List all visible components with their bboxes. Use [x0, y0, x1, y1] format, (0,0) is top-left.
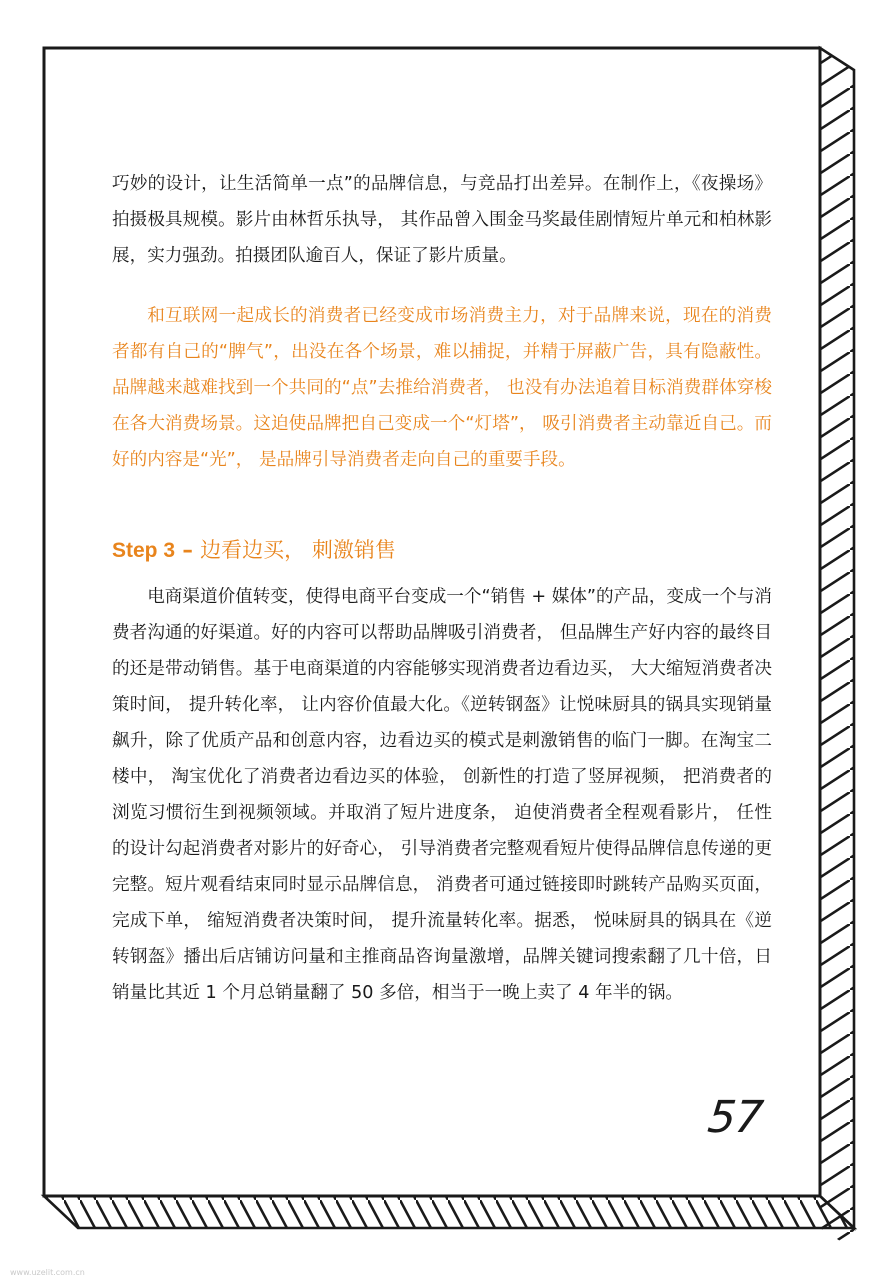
body-content	[112, 166, 772, 1011]
frame-right-hatch	[820, 48, 854, 1248]
paragraph-intro: 巧妙的设计，让生活简单一点”的品牌信息，与竞品打出差异。在制作上，《夜操场》拍摄极具规模。影片由林哲乐执导， 其作品曾入围金马奖最佳剧情短片单元和柏林影展，实力强劲。拍摄团队逾百人，保证了影片质量。	[112, 174, 772, 266]
heading-dash: –	[175, 538, 201, 562]
heading-title: 边看边买， 刺激销售	[200, 538, 396, 562]
frame-bottom-hatch	[44, 1196, 854, 1230]
section-heading	[112, 532, 772, 569]
page-number: 57	[705, 1092, 765, 1143]
heading-step: Step 3	[112, 539, 176, 562]
watermark: www.uzelit.com.cn	[10, 1268, 85, 1277]
paragraph-highlight: 和互联网一起成长的消费者已经变成市场消费主力，对于品牌来说，现在的消费者都有自己的“脾气”，出没在各个场景，难以捕捉，并精于屏蔽广告，具有隐蔽性。品牌越来越难找到一个共同的“点”去推给消费者， 也没有办法追着目标消费群体穿梭在各大消费场景。这迫使品牌把自己变成一个“灯塔”， 吸引消费者主动靠近自己。而好的内容是“光”， 是品牌引导消费者走向自己的重要手段。	[112, 306, 772, 470]
paragraph-step3: 电商渠道价值转变，使得电商平台变成一个“销售 + 媒体”的产品，变成一个与消费者沟通的好渠道。好的内容可以帮助品牌吸引消费者， 但品牌生产好内容的最终目的还是带动销售。基于电商渠道的内容能够实现消费者边看边买， 大大缩短消费者决策时间， 提升转化率， 让内容价值最大化。《逆转钢盔》让悦味厨具的锅具实现销量飙升，除了优质产品和创意内容，边看边买的模式是刺激销售的临门一脚。在淘宝二楼中， 淘宝优化了消费者边看边买的体验， 创新性的打造了竖屏视频， 把消费者的浏览习惯衍生到视频领域。并取消了短片进度条， 迫使消费者全程观看影片， 任性的设计勾起消费者对影片的好奇心， 引导消费者完整观看短片使得品牌信息传递的更完整。短片观看结束同时显示品牌信息， 消费者可通过链接即时跳转产品购买页面， 完成下单， 缩短消费者决策时间， 提升流量转化率。据悉， 悦味厨具的锅具在《逆转钢盔》播出后店铺访问量和主推商品咨询量激增，品牌关键词搜索翻了几十倍，日销量比其近 1 个月总销量翻了 50 多倍，相当于一晚上卖了 4 年半的锅。	[112, 587, 772, 1003]
